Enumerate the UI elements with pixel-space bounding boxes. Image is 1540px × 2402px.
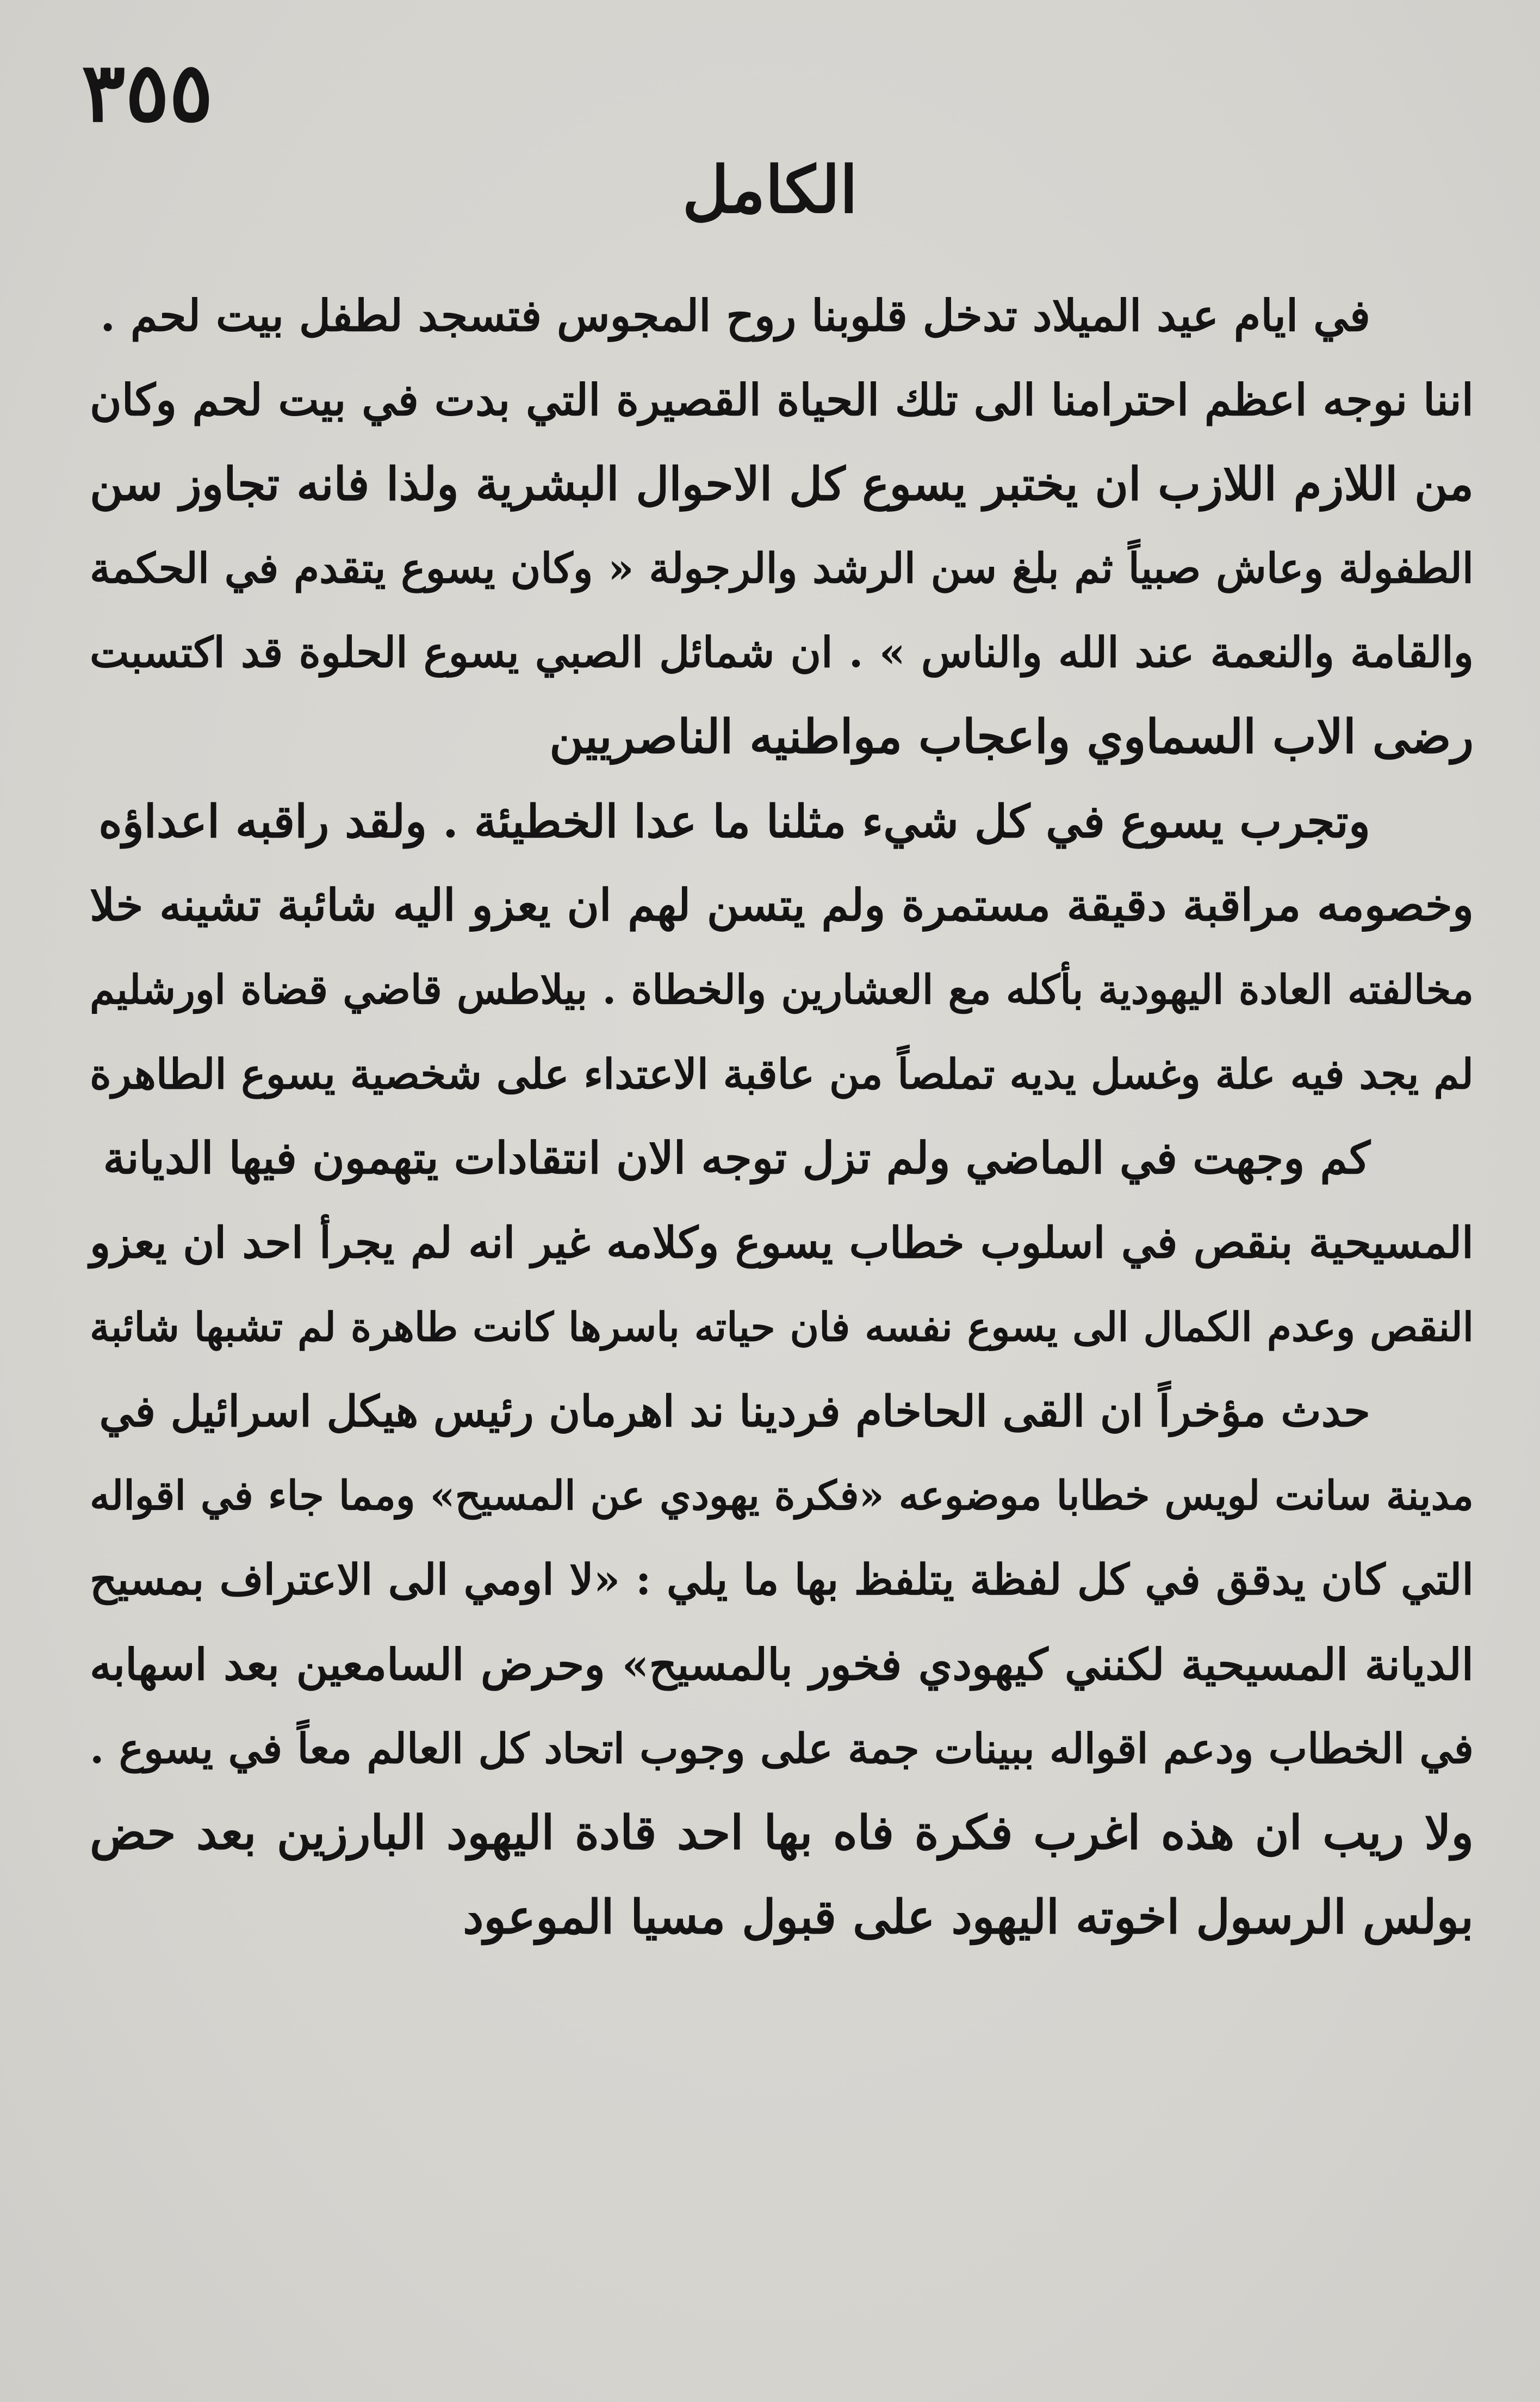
text-line: كم وجهت في الماضي ولم تزل توجه الان انتقادات يتهمون فيها الديانة [103, 1132, 1370, 1184]
page-number: ٣٥٥ [82, 45, 213, 140]
text-line: من اللازم اللازب ان يختبر يسوع كل الاحوال البشرية ولذا فانه تجاوز سن [90, 457, 1474, 511]
text-line: النقص وعدم الكمال الى يسوع نفسه فان حياته باسرها كانت طاهرة لم تشبها شائبة [90, 1304, 1474, 1351]
text-line: وخصومه مراقبة دقيقة مستمرة ولم يتسن لهم ان يعزو اليه شائبة تشينه خلا [90, 880, 1474, 931]
text-line: لم يجد فيه علة وغسل يديه تملصاً من عاقبة الاعتداء على شخصية يسوع الطاهرة [90, 1050, 1474, 1098]
text-line: مخالفته العادة اليهودية بأكله مع العشارين والخطاة . بيلاطس قاضي قضاة اورشليم [90, 967, 1474, 1013]
text-line: الطفولة وعاش صبياً ثم بلغ سن الرشد والرجولة « وكان يسوع يتقدم في الحكمة [90, 544, 1474, 592]
text-line: بولس الرسول اخوته اليهود على قبول مسيا الموعود [463, 1890, 1474, 1945]
text-line: مدينة سانت لويس خطابا موضوعه «فكرة يهودي عن المسيح» ومما جاء في اقواله [90, 1472, 1474, 1519]
text-line: في ايام عيد الميلاد تدخل قلوبنا روح المجوس فتسجد لطفل بيت لحم . [100, 290, 1370, 341]
text-line: والقامة والنعمة عند الله والناس » . ان شمائل الصبي يسوع الحلوة قد اكتسبت [90, 628, 1474, 677]
text-line: المسيحية بنقص في اسلوب خطاب يسوع وكلامه غير انه لم يجرأ احد ان يعزو [90, 1217, 1474, 1268]
page-title: الكامل [682, 152, 858, 227]
text-line: التي كان يدقق في كل لفظة يتلفظ بها ما يلي : «لا اومي الى الاعتراف بمسيح [90, 1555, 1474, 1605]
text-line: اننا نوجه اعظم احترامنا الى تلك الحياة القصيرة التي بدت في بيت لحم وكان [90, 374, 1474, 425]
text-line: رضى الاب السماوي واعجاب مواطنيه الناصريين [549, 709, 1474, 764]
text-line: في الخطاب ودعم اقواله ببينات جمة على وجوب اتحاد كل العالم معاً في يسوع . [90, 1724, 1474, 1773]
text-line: حدث مؤخراً ان القى الحاخام فردينا ند اهرمان رئيس هيكل اسرائيل في [99, 1386, 1370, 1437]
text-line: وتجرب يسوع في كل شيء مثلنا ما عدا الخطيئة . ولقد راقبه اعداؤه [98, 795, 1370, 848]
text-line: ولا ريب ان هذه اغرب فكرة فاه بها احد قادة اليهود البارزين بعد حض [90, 1805, 1474, 1860]
text-line: الديانة المسيحية لكنني كيهودي فخور بالمسيح» وحرض السامعين بعد اسهابه [90, 1639, 1474, 1690]
